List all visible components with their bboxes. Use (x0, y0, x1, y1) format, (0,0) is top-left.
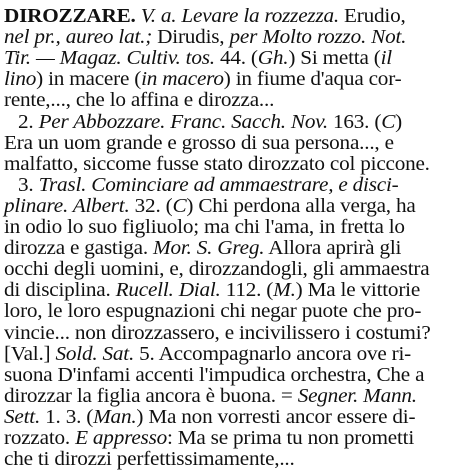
entry-text: Dirudis, (152, 26, 230, 49)
entry-text: malfatto, siccome fusse stato dirozzato col piccone. (4, 152, 430, 175)
italic-text: per Molto rozzo. Not. (229, 26, 407, 49)
entry-text: Era un uom grande e grosso di sua persona..., e (4, 131, 394, 154)
entry-text: in odio lo suo figliuolo; ma chi l'ama, in fretta lo (4, 216, 405, 238)
italic-text: C (172, 194, 187, 217)
entry-text: rente,..., che lo affina e dirozza... (4, 89, 275, 112)
italic-text: Rucell. Dial. (115, 279, 221, 302)
entry-text: ) in fiume d'aqua cor- (223, 68, 402, 91)
entry-text: dirozzar la figlia ancora è buona. = (4, 384, 298, 407)
entry-text: dirozza e gastiga. (4, 237, 154, 260)
entry-text: ) (395, 110, 403, 133)
italic-text: E appresso (75, 427, 167, 449)
italic-text: Per Abbozzare. Franc. Sacch. Nov. (38, 110, 328, 133)
italic-text: Gh. (257, 47, 289, 70)
entry-text: 163. ( (327, 110, 382, 133)
italic-text: Mor. S. Greg. (153, 237, 265, 260)
entry-text: di disciplina. (4, 279, 116, 302)
entry-text: Allora aprirà gli (264, 237, 402, 260)
italic-text: lino (4, 68, 37, 91)
italic-text: Sett. (4, 405, 41, 428)
italic-text: C (381, 110, 396, 133)
italic-text: il (380, 47, 392, 70)
entry-text: che ti dirozzi perfettissimamente,... (4, 448, 295, 471)
entry-text: 112. ( (220, 279, 274, 302)
entry-text: ) Si metta ( (288, 47, 381, 70)
entry-text: : Ma se prima tu non prometti (166, 427, 415, 449)
headword: DIROZZARE. (4, 5, 136, 27)
entry-text: 44. ( (214, 47, 258, 70)
entry-text: Erudio, (338, 5, 406, 27)
entry-text: [Val.] (4, 342, 56, 365)
entry-text: 3. (18, 173, 39, 196)
entry-text: 32. ( (129, 194, 173, 217)
entry-line (4, 446, 295, 472)
italic-text: Trasl. Cominciare ad ammaestrare, e disci- (38, 173, 399, 196)
entry-text: ) Ma non vorresti ancor essere di- (136, 405, 416, 428)
dictionary-entry-dirozzare (4, 3, 470, 469)
italic-text: nel pr., aureo lat.; (4, 26, 153, 49)
italic-text: M. (273, 279, 296, 302)
entry-text: ) Ma le vittorie (295, 279, 421, 302)
entry-text: 2. (18, 110, 39, 133)
entry-text: ) Chi perdona alla verga, ha (186, 194, 416, 217)
entry-text: occhi degli uomini, e, dirozzandogli, gli ammaestra (4, 258, 430, 281)
italic-text: Sold. Sat. (55, 342, 135, 365)
italic-text: Tir. — Magaz. Cultiv. tos. (4, 47, 215, 70)
entry-text: rozzato. (4, 427, 76, 449)
entry-text: vincie... non dirozzassero, e incivilissero i costumi? (4, 321, 431, 344)
italic-text: Segner. Mann. (297, 384, 417, 407)
italic-text: V. a. Levare la rozzezza. (140, 5, 339, 27)
entry-text: loro, le loro espugnazioni chi negar puote che pro- (4, 300, 422, 323)
italic-text: in macero (141, 68, 224, 91)
italic-text: Man. (93, 405, 137, 428)
entry-text: suona D'infami accenti l'impudica orchestra, Che a (4, 363, 425, 386)
entry-text: ) in macere ( (36, 68, 142, 91)
entry-text: 5. Accompagnarlo ancora ove ri- (134, 342, 412, 365)
entry-text: 1. 3. ( (40, 405, 94, 428)
entry-line-text (4, 446, 295, 472)
italic-text: plinare. Albert. (4, 194, 130, 217)
